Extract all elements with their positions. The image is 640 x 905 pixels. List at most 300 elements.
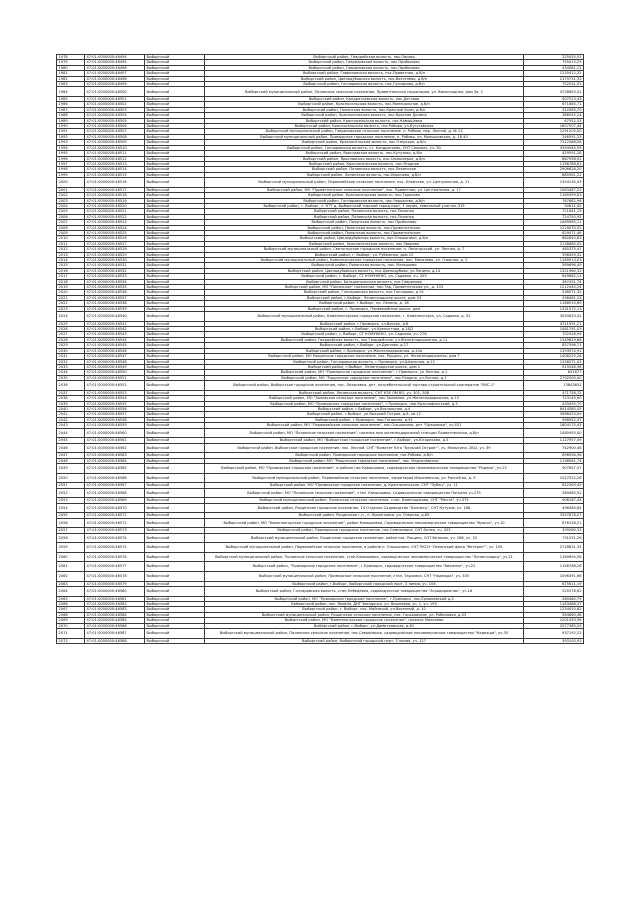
row-number: 2058 — [57, 533, 85, 543]
address: Выборгский район, МО "Приморское городское поселение", г.Приморск, ул.Лесная, д.1 — [205, 370, 524, 375]
table-row — [57, 463, 584, 473]
cadastral-value: 367431,74 — [524, 279, 584, 284]
row-number: 2065 — [57, 596, 85, 601]
cadastral-number: 47:01:0000000:46499 — [85, 82, 145, 87]
address: Выборгский район, МО "Приморское городское поселение", в районе пос.Камышовка, садоводческое некоммерческое товарищество "Родник", уч.22 — [205, 463, 524, 473]
row-number: 2049 — [57, 463, 85, 473]
row-number: 2025 — [57, 321, 85, 326]
district-name: Выборгский — [145, 543, 205, 553]
cadastral-value: 2792500,00 — [524, 375, 584, 380]
row-number: 1999 — [57, 172, 85, 177]
cadastral-value: 1169913,03 — [524, 258, 584, 263]
cadastral-value: 538071,32 — [524, 290, 584, 295]
cadastral-value: 7112588,28 — [524, 140, 584, 145]
cadastral-value: 312985,70 — [524, 107, 584, 112]
district-name: Выборгский — [145, 438, 205, 443]
cadastral-value: 525576,62 — [524, 586, 584, 596]
row-number: 2003 — [57, 198, 85, 203]
address: Выборгский район, г.Выборг, Выборгский городской порт, 3 линия, уч. 106 — [205, 581, 524, 586]
address: Выборгский район, Гончаровская волость, ст. Кондратьево, СНТ Спираль, уч. 30 — [205, 145, 524, 150]
district-name: Выборгский — [145, 102, 205, 107]
row-number: 1984 — [57, 87, 85, 97]
district-name: Выборгский — [145, 332, 205, 337]
cadastral-value: 1338271,01 — [524, 359, 584, 364]
address: Выборгский район, Гавриловская волость, пос.Прибылово — [205, 60, 524, 65]
cadastral-number: 47:01:0000000:46570 — [85, 503, 145, 513]
address: Выборгский район, Ярославская волость, пос.Кутузово, д.б/н — [205, 151, 524, 156]
district-name: Выборгский — [145, 60, 205, 65]
row-number: 2062 — [57, 571, 85, 581]
cadastral-number: 47:01:0000000:46555 — [85, 401, 145, 406]
address: Выборгский район, Кондратьевская волость, пос.Дятлово — [205, 97, 524, 102]
table-row — [57, 87, 584, 97]
cadastral-number: 47:01:0000000:46512 — [85, 156, 145, 161]
row-number: 2016 — [57, 268, 85, 273]
cadastral-value: 702426,99 — [524, 332, 584, 337]
address: Выборгский район, Гвардейская волость, пос.Овсово — [205, 55, 524, 60]
cadastral-number: 47:01:0000000:46546 — [85, 348, 145, 353]
address: Выборгский район, Полянская волость, пос.Полянка — [205, 209, 524, 214]
cadastral-number: 47:01:0000000:46507 — [85, 129, 145, 134]
address: Выборгский район, Выборгское городское поселение, пос. Лазаревка, днт, потребительский торгово-строительный кооператив "ЛИС-1" — [205, 381, 524, 391]
district-name: Выборгский — [145, 503, 205, 513]
cadastral-value: 742900,46 — [524, 443, 584, 453]
cadastral-number: 47:01:0000000:46535 — [85, 285, 145, 290]
district-name: Выборгский — [145, 375, 205, 380]
cadastral-value: 1349629,88 — [524, 337, 584, 342]
district-name: Выборгский — [145, 428, 205, 438]
address: Выборгский район, МО "Приморское городское поселение", г.Приморск, пер.Краснофлотский, д.3 — [205, 401, 524, 406]
district-name: Выборгский — [145, 348, 205, 353]
cadastral-number: 47:01:0000000:46505 — [85, 118, 145, 123]
address: Выборгский район, МО "Рощинское городское поселение", пос. Мархиловское — [205, 458, 524, 463]
cadastral-number: 47:01:0000000:46528 — [85, 247, 145, 252]
cadastral-value: 1230412,22 — [524, 71, 584, 76]
cadastral-number: 47:01:0000000:46502 — [85, 102, 145, 107]
address: Выборгский район, Полянская волость, пос.Красный Холм, д.б/н — [205, 107, 524, 112]
cadastral-value: 1201593,96 — [524, 618, 584, 623]
address: Выборгский район, Гончаровская волость, стан.Лебедевка, садоводческое товарищество "Агродорожник", уч.18 — [205, 586, 524, 596]
district-name: Выборгский — [145, 140, 205, 145]
address: Выборгский район, г. Выборг, СТ КОМУНЕКО, ул. Садовая, уч. 276 — [205, 332, 524, 337]
cadastral-number: 47:01:0000000:46518 — [85, 193, 145, 198]
district-name: Выборгский — [145, 618, 205, 623]
address: Выборгский муниципальный район, Гавриловское сельское поселение, п. Рябово, пер. Лесной, д. № 13 — [205, 129, 524, 134]
cadastral-value: 429591,28 — [524, 151, 584, 156]
cadastral-number: 47:01:0000000:46520 — [85, 203, 145, 208]
row-number: 1991 — [57, 129, 85, 134]
cadastral-number: 47:01:0000000:46586 — [85, 623, 145, 628]
cadastral-value: 1168910,89 — [524, 301, 584, 306]
row-number: 2036 — [57, 381, 85, 391]
row-number: 2046 — [57, 443, 85, 453]
address: Выборгский район, г.Выборг, ул.Крепостная, д.18/2 — [205, 327, 524, 332]
cadastral-value: 1158768,28 — [524, 562, 584, 572]
address: Выборгский район, Цвелодубовская волость, пос.Ольшаники, д.б/н — [205, 236, 524, 241]
cadastral-value: 13843652 — [524, 381, 584, 391]
cadastral-number: 47:01:0000000:46536 — [85, 290, 145, 295]
cadastral-value: 1331572,13 — [524, 306, 584, 311]
cadastral-number: 47:01:0000000:46560 — [85, 428, 145, 438]
address: Выборгский район, Гончаровская волость, пос.Черкасово, д.б/н — [205, 198, 524, 203]
address: Выборгский район, "Приморское городское поселение", г.Приморск, садоводческое товарищество "Вишенка", уч.22 — [205, 562, 524, 572]
district-name: Выборгский — [145, 247, 205, 252]
cadastral-value: 755415,25 — [524, 60, 584, 65]
address: Выборгский район, г. Выборг, пос. Майничий, ул.Весенний, д. 10 — [205, 607, 524, 612]
district-name: Выборгский — [145, 354, 205, 359]
row-number: 2000 — [57, 178, 85, 188]
district-name: Выборгский — [145, 463, 205, 473]
address: Выборгский район, г. Выборг, с. НТТ д. Выборгской тирской город-порт, 1 линия, земельный участок 319 — [205, 203, 524, 208]
district-name: Выборгский — [145, 258, 205, 263]
address: Выборгский район, Красносельская волость, пос.Минеральное, д.б/н — [205, 102, 524, 107]
cadastral-value: 1160694,56 — [524, 552, 584, 562]
cadastral-number: 47:01:0000000:46531 — [85, 263, 145, 268]
cadastral-number: 47:01:0000000:46532 — [85, 268, 145, 273]
address: Выборгский район, Красносельская волость, пос.Рябово, ул.Кутузовская — [205, 124, 524, 129]
row-number: 2014 — [57, 258, 85, 263]
district-name: Выборгский — [145, 274, 205, 279]
cadastral-number: 47:01:0000000:46542 — [85, 327, 145, 332]
cadastral-value: 1096391,66 — [524, 571, 584, 581]
row-number: 1979 — [57, 60, 85, 65]
address: Выборгский район, г. Выборг, ул. Рубежная, дом 12 — [205, 252, 524, 257]
cadastral-value: 998952,37 — [524, 417, 584, 422]
row-number: 2041 — [57, 412, 85, 417]
cadastral-number: 47:01:0000000:46572 — [85, 518, 145, 528]
address: Выборгский район, МО "Каменногорское городское поселение", район Камышевки, Садоводческое некоммерческое товарищество "Вуокса", уч.10 — [205, 518, 524, 528]
table-row — [57, 428, 584, 438]
district-name: Выборгский — [145, 417, 205, 422]
cadastral-number: 47:01:0000000:46503 — [85, 107, 145, 112]
row-number: 2051 — [57, 483, 85, 488]
row-number: 2009 — [57, 230, 85, 235]
address: Выборгский муниципальный район, Первомайское сельское поселение, пос. Ильичево, ул. Центральная, д. 21 — [205, 178, 524, 188]
cadastral-value: 2179721,33 — [524, 76, 584, 81]
district-name: Выборгский — [145, 312, 205, 322]
cadastral-number: 47:01:0000000:46508 — [85, 134, 145, 139]
cadastral-value: 678158,21 — [524, 518, 584, 528]
cadastral-number: 47:01:0000000:46534 — [85, 279, 145, 284]
cadastral-value: 386045,24 — [524, 113, 584, 118]
district-name: Выборгский — [145, 156, 205, 161]
cadastral-number: 47:01:0000000:46529 — [85, 252, 145, 257]
address: Выборгский район, Красносельская волость, пос.Озерское, д.б/н — [205, 140, 524, 145]
cadastral-number: 47:01:0000000:46557 — [85, 412, 145, 417]
district-name: Выборгский — [145, 612, 205, 617]
row-number: 2032 — [57, 359, 85, 364]
cadastral-number: 47:01:0000000:46497 — [85, 71, 145, 76]
district-name: Выборгский — [145, 241, 205, 246]
row-number: 2057 — [57, 528, 85, 533]
row-number: 2040 — [57, 406, 85, 411]
district-name: Выборгский — [145, 161, 205, 166]
cadastral-number: 47:01:0000000:46550 — [85, 370, 145, 375]
row-number: 1981 — [57, 71, 85, 76]
table-row — [57, 488, 584, 498]
cadastral-value: 641677 — [524, 370, 584, 375]
row-number: 2054 — [57, 503, 85, 513]
cadastral-number: 47:01:0000000:46501 — [85, 97, 145, 102]
cadastral-number: 47:01:0000000:46533 — [85, 274, 145, 279]
row-number: 2002 — [57, 193, 85, 198]
cadastral-value: 325055,01 — [524, 55, 584, 60]
address: Выборгский муниципальный район, Каменногорское городское поселение, пос. Михалево, ул. Озерная, д. 2 — [205, 258, 524, 263]
address: Выборгский район, МО "Приморское городское поселение", г.Приморск, пос.Ермиловский д.3 — [205, 596, 524, 601]
cadastral-number: 47:01:0000000:46583 — [85, 607, 145, 612]
cadastral-value: 829071,46 — [524, 230, 584, 235]
row-number: 2056 — [57, 518, 85, 528]
row-number: 1995 — [57, 151, 85, 156]
row-number: 1996 — [57, 156, 85, 161]
district-name: Выборгский — [145, 412, 205, 417]
district-name: Выборгский — [145, 71, 205, 76]
row-number: 1998 — [57, 167, 85, 172]
row-number: 2053 — [57, 498, 85, 503]
district-name: Выборгский — [145, 167, 205, 172]
cadastral-value: 1027522,28 — [524, 473, 584, 483]
row-number: 2064 — [57, 586, 85, 596]
address: Выборгский район, МО "Приморское городское поселение, д. Красносельское, СНТ "Зубец", уч. 11 — [205, 483, 524, 488]
address: Выборгский район, Гончаровская волость, пос.Гончарово, д.б/н — [205, 82, 524, 87]
district-name: Выборгский — [145, 596, 205, 601]
cadastral-value: 812263,49 — [524, 483, 584, 488]
address: Выборгский район, Рощинское г.п., п. Крокетовка, ул. Озерная, д.85 — [205, 513, 524, 518]
row-number: 1992 — [57, 134, 85, 139]
address: Выборгский район, Полянская волость, пос.Приветненское — [205, 225, 524, 230]
district-name: Выборгский — [145, 638, 205, 643]
table-row — [57, 552, 584, 562]
district-name: Выборгский — [145, 337, 205, 342]
cadastral-number: 47:01:0000000:46500 — [85, 87, 145, 97]
row-number: 2033 — [57, 364, 85, 369]
cadastral-number: 47:01:0000000:46565 — [85, 463, 145, 473]
cadastral-value: 915546,36 — [524, 364, 584, 369]
cadastral-number: 47:01:0000000:46516 — [85, 178, 145, 188]
row-number: 2068 — [57, 612, 85, 617]
row-number: 2019 — [57, 285, 85, 290]
cadastral-number: 47:01:0000000:46577 — [85, 562, 145, 572]
cadastral-value: 2718831,33 — [524, 543, 584, 553]
address: Выборгский муниципальный район, Приморское сельское поселение, стан. Тарховка, СНТ "Надежда", уч. 335 — [205, 571, 524, 581]
district-name: Выборгский — [145, 498, 205, 503]
row-number: 2015 — [57, 263, 85, 268]
address: Выборгский район, г.Приморск, пер.Гагарина, д.91 — [205, 417, 524, 422]
address: Выборгский район, МО "Заливское сельское поселение", пос.Заливное, ул.Железнодорожная, д.15 — [205, 396, 524, 401]
cadastral-value: 569480,52 — [524, 488, 584, 498]
cadastral-number: 47:01:0000000:46511 — [85, 151, 145, 156]
row-number: 2028 — [57, 337, 85, 342]
address: Выборгский район, Красносельская волость, пос.Красная Долина — [205, 113, 524, 118]
cadastral-value: 3050623,41 — [524, 312, 584, 322]
district-name: Выборгский — [145, 55, 205, 60]
row-number: 2023 — [57, 306, 85, 311]
cadastral-value: 1354130,43 — [524, 178, 584, 188]
row-number: 1978 — [57, 55, 85, 60]
address: Выборгский район, Ярославская волость, пос.Семиозерье, д.б/н — [205, 156, 524, 161]
cadastral-value: 1081791,03 — [524, 327, 584, 332]
row-number: 2027 — [57, 332, 85, 337]
district-name: Выборгский — [145, 193, 205, 198]
table-body — [57, 55, 584, 644]
row-number: 2043 — [57, 423, 85, 428]
row-number: 2012 — [57, 247, 85, 252]
cadastral-value: 3397878,07 — [524, 513, 584, 518]
address: Выборгский район, г.Выборг, пр. Ленина, д. 18 — [205, 301, 524, 306]
cadastral-value: 260460,79 — [524, 596, 584, 601]
row-number: 2034 — [57, 370, 85, 375]
row-number: 2004 — [57, 203, 85, 208]
cadastral-number: 47:01:0000000:46544 — [85, 337, 145, 342]
district-name: Выборгский — [145, 279, 205, 284]
row-number: 2007 — [57, 220, 85, 225]
cadastral-number: 47:01:0000000:46498 — [85, 76, 145, 81]
address: Выборгский район, г.Выборг, Ленинградское шоссе, дом 33 — [205, 295, 524, 300]
row-number: 1994 — [57, 145, 85, 150]
district-name: Выборгский — [145, 473, 205, 483]
row-number: 1980 — [57, 65, 85, 70]
row-number: 2020 — [57, 290, 85, 295]
cadastral-value: 465375,41 — [524, 247, 584, 252]
row-number: 2026 — [57, 327, 85, 332]
table-row — [57, 381, 584, 391]
address: Выборгский район, Гвардейская волость, пос.Гвардейское, ул.Железнодорожная, д.11 — [205, 337, 524, 342]
district-name: Выборгский — [145, 209, 205, 214]
table-row — [57, 473, 584, 483]
cadastral-value: 1080955,00 — [524, 428, 584, 438]
cadastral-value: 4728859,01 — [524, 87, 584, 97]
cadastral-value: 675611,19 — [524, 581, 584, 586]
district-name: Выборгский — [145, 76, 205, 81]
row-number: 2059 — [57, 543, 85, 553]
address: Выборгский муниципальный район, Светогорское городское поселение, п. Лесогорский, ул. Лесная, д. 7 — [205, 247, 524, 252]
table-row — [57, 586, 584, 596]
district-name: Выборгский — [145, 381, 205, 391]
row-number: 2066 — [57, 601, 85, 606]
cadastral-number: 47:01:0000000:46558 — [85, 417, 145, 422]
cadastral-number: 47:01:0000000:46530 — [85, 258, 145, 263]
row-number: 2039 — [57, 401, 85, 406]
cadastral-number: 47:01:0000000:46588 — [85, 638, 145, 643]
cadastral-number: 47:01:0000000:46585 — [85, 618, 145, 623]
district-name: Выборгский — [145, 172, 205, 177]
cadastral-value: 1127957,09 — [524, 438, 584, 443]
cadastral-value: 2577385,29 — [524, 623, 584, 628]
cadastral-number: 47:01:0000000:46496 — [85, 65, 145, 70]
address: Выборгский муниципальный район, Полянское сельское поселение, пос.Семиозерье, садоводческое некоммерческое товарищество "Надежда", уч.35 — [205, 628, 524, 638]
address: Выборгский район, Гончаровская волость, пос.Гончарово, д.91 — [205, 290, 524, 295]
cadastral-number: 47:01:0000000:46506 — [85, 124, 145, 129]
row-number: 2017 — [57, 274, 85, 279]
cadastral-number: 47:01:0000000:46581 — [85, 596, 145, 601]
cadastral-value: 767682,96 — [524, 198, 584, 203]
district-name: Выборгский — [145, 607, 205, 612]
address: Выборгский муниципальный район, Приморское городское поселение, п. Рябово, ул. Малышевская, д. 18-40 — [205, 134, 524, 139]
district-name: Выборгский — [145, 87, 205, 97]
row-number: 2070 — [57, 623, 85, 628]
cadastral-value: 867958,02 — [524, 156, 584, 161]
district-name: Выборгский — [145, 533, 205, 543]
cadastral-value: 724750,95 — [524, 214, 584, 219]
cadastral-value: 752031,02 — [524, 82, 584, 87]
address: Выборгский район, Приморское городское поселение, пос.Семиозерье, СНТ Аллея, уч. 203 — [205, 528, 524, 533]
cadastral-value: 4394944,59 — [524, 145, 584, 150]
cadastral-value: 1291205,00 — [524, 129, 584, 134]
cadastral-value: 1234920,82 — [524, 607, 584, 612]
district-name: Выборгский — [145, 390, 205, 395]
district-name: Выборгский — [145, 443, 205, 453]
cadastral-value: 433495,70 — [524, 401, 584, 406]
district-name: Выборгский — [145, 601, 205, 606]
cadastral-value: 1089985,11 — [524, 220, 584, 225]
address: Выборгский район, Гончаровская волость, г.Приморск, ул.Школьная, д.12 — [205, 359, 524, 364]
cadastral-value: 1804175,43 — [524, 423, 584, 428]
address: Выборгский район, Красносельская волость, пос.Тарасово — [205, 193, 524, 198]
address: Выборгский район, МО "Первомайское сельское поселение", пос.Ольшаники, днт "Орешники", уч.431 — [205, 423, 524, 428]
table-row — [57, 571, 584, 581]
address: Выборгский муниципальный район, Первомайское сельское поселение, территория Ильичёвская, ул. Россий ва, д. 5 — [205, 473, 524, 483]
address: Выборгский район, Большепольская волость, пос.Гаврилово — [205, 279, 524, 284]
district-name: Выборгский — [145, 528, 205, 533]
district-name: Выборгский — [145, 364, 205, 369]
address: Выборгский район, МО "Полянское сельское поселение", стан. Камышовка, Садоводческое товарищество Пограни уч.279 — [205, 488, 524, 498]
cadastral-value: 908187,44 — [524, 498, 584, 503]
row-number: 1988 — [57, 113, 85, 118]
district-name: Выборгский — [145, 458, 205, 463]
address: Выборгский район, Гавриловская волость, пос.Прибылово — [205, 65, 524, 70]
cadastral-number: 47:01:0000000:46521 — [85, 209, 145, 214]
cadastral-number: 47:01:0000000:46561 — [85, 438, 145, 443]
address: Выборгский район, Полянская волость, пос.Прибылово — [205, 220, 524, 225]
row-number: 2045 — [57, 438, 85, 443]
cadastral-value: 393100,93 — [524, 638, 584, 643]
cadastral-number: 47:01:0000000:46543 — [85, 332, 145, 337]
address: Выборгский район, МО "Каменногорское городское поселение", поселок Михалево — [205, 618, 524, 623]
address: Выборгский район, Полянская волость, пос.Приветненское — [205, 230, 524, 235]
cadastral-number: 47:01:0000000:46514 — [85, 167, 145, 172]
cadastral-value: 723149,90 — [524, 396, 584, 401]
cadastral-number: 47:01:0000000:46523 — [85, 220, 145, 225]
cadastral-value: 907857,57 — [524, 463, 584, 473]
district-name: Выборгский — [145, 396, 205, 401]
cadastral-value: 882840,83 — [524, 236, 584, 241]
row-number: 1993 — [57, 140, 85, 145]
district-name: Выборгский — [145, 581, 205, 586]
cadastral-value: 1408225,28 — [524, 354, 584, 359]
table-row — [57, 628, 584, 638]
address: Выборгский район, МО "Полянское сельское поселение", поселок при железнодорожной станции Приветненская, д.б/н — [205, 428, 524, 438]
row-number: 2024 — [57, 312, 85, 322]
cadastral-number: 47:01:0000000:46524 — [85, 225, 145, 230]
district-name: Выборгский — [145, 145, 205, 150]
address: Выборгский район, г.Выборг, ул.Диктова, д.17 — [205, 343, 524, 348]
district-name: Выборгский — [145, 214, 205, 219]
row-number: 2037 — [57, 390, 85, 395]
cadastral-value: 1189399,83 — [524, 193, 584, 198]
row-number: 1985 — [57, 97, 85, 102]
district-name: Выборгский — [145, 301, 205, 306]
cadastral-value: 589696,49 — [524, 263, 584, 268]
district-name: Выборгский — [145, 225, 205, 230]
cadastral-number: 47:01:0000000:46540 — [85, 312, 145, 322]
address: Выборгский район, Полянская волость, пос. Малышево — [205, 263, 524, 268]
cadastral-value: 2906628,20 — [524, 167, 584, 172]
cadastral-number: 47:01:0000000:46494 — [85, 55, 145, 60]
cadastral-value: 398459,32 — [524, 252, 584, 257]
district-name: Выборгский — [145, 295, 205, 300]
cadastral-number: 47:01:0000000:46517 — [85, 187, 145, 192]
row-number: 2029 — [57, 343, 85, 348]
